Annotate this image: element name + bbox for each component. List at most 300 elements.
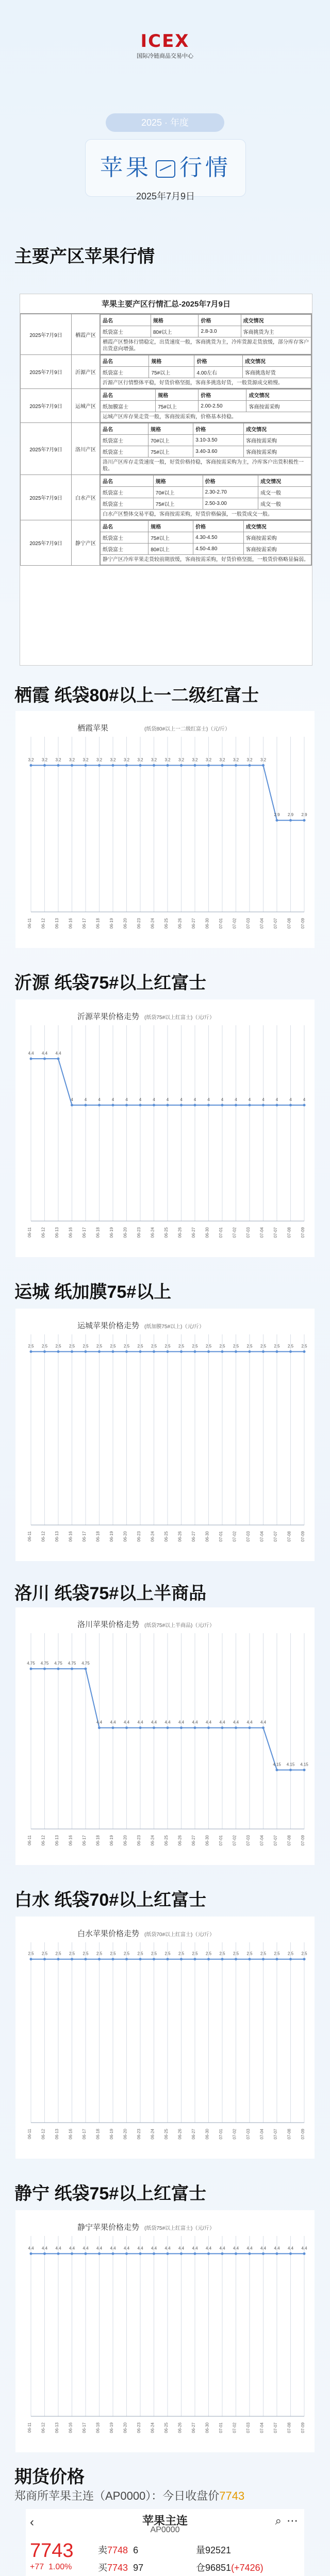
sub-cell: 纸袋富士 [101,487,154,498]
data-label: 2.9 [274,812,280,818]
x-tick-label: 06-16 [68,1835,73,1846]
chart-section-title-3: 运城 纸加膜75#以上 [14,1282,172,1302]
chart-section-title-2: 沂源 纸袋75#以上红富士 [14,973,207,993]
data-point [303,1958,306,1960]
data-point [85,1350,87,1353]
sub-cell: 70#以上 [153,487,203,498]
data-point [112,1350,114,1353]
x-tick-label: 07-02 [232,1835,237,1846]
sub-header-cell: 成交情况 [242,355,311,367]
table-row [21,389,312,423]
sub-cell: 3.10-3.50 [193,435,244,446]
x-tick-label: 06-17 [82,2129,87,2140]
data-point [262,1104,265,1107]
data-point [125,1726,128,1729]
search-icon[interactable]: ⌕ [275,2514,282,2527]
sub-header-cell: 价格 [199,315,241,326]
data-point [112,1958,114,1960]
x-tick-label: 06-23 [137,918,141,929]
data-label: 2.5 [192,1344,198,1349]
data-label: 2.5 [123,1344,130,1349]
x-tick-label: 06-16 [68,2422,73,2433]
data-label: 3.2 [192,757,198,762]
data-label: 2.5 [151,1344,157,1349]
table-row [21,520,312,566]
x-tick-label: 06-27 [191,1227,196,1238]
row-detail [100,423,312,475]
row-date: 2025年7月9日 [21,314,72,355]
sub-cell: 4.30-4.50 [193,532,244,544]
x-tick-label: 07-04 [259,918,265,929]
x-tick-label: 06-23 [137,2422,141,2433]
data-label: 2.5 [260,1344,267,1349]
data-label: 4.4 [151,1720,157,1725]
x-tick-label: 06-16 [68,1531,73,1542]
x-tick-label: 06-17 [82,1227,87,1238]
row-detail [100,314,312,355]
data-point [125,1350,128,1353]
chart-subtitle: (纸袋70#以上红富士)（元/斤） [144,1932,215,1938]
chart-svg-2 [15,999,315,1257]
app-change [30,2563,72,2572]
data-point [71,1958,73,1960]
data-point [125,2252,128,2255]
table-row [21,355,312,389]
data-label: 4.4 [41,2246,48,2251]
data-point [30,1958,32,1960]
row-note: 洛川产区库存走货速度一般，好货价格持稳，客商按需采购为主，冷库客户出货积极性一般。 [101,457,311,474]
data-label: 4.4 [246,1720,253,1725]
data-point [71,1104,73,1107]
data-point [276,1104,278,1107]
x-tick-label: 06-20 [123,918,128,929]
data-label: 4.4 [123,1720,130,1725]
data-point [98,1350,101,1353]
data-point [139,764,142,767]
data-point [98,1104,101,1107]
chart-title: 静宁苹果价格走势 [77,2223,140,2232]
data-label: 4.75 [81,1661,90,1666]
data-label: 4.75 [40,1661,49,1666]
x-tick-label: 07-03 [246,2422,251,2433]
data-label: 4.4 [192,1720,198,1725]
x-tick-label: 06-16 [68,2129,73,2140]
data-label: 4.4 [260,1720,267,1725]
x-tick-label: 07-04 [259,1531,265,1542]
data-point [289,1104,292,1107]
data-label: 4 [125,1097,128,1102]
data-label: 4 [289,1097,292,1102]
chart-title: 洛川苹果价格走势 [77,1620,140,1629]
data-point [153,1726,155,1729]
sub-cell: 客商按需采购 [246,401,311,412]
sub-cell: 75#以上 [156,401,199,412]
sub-cell: 客商按需采购 [244,435,311,446]
sub-header-cell: 价格 [199,389,246,401]
data-label: 4.4 [137,1720,143,1725]
data-label: 4.4 [96,2246,103,2251]
x-tick-label: 07-02 [232,918,237,929]
data-point [125,1958,128,1960]
data-point [71,1668,73,1670]
data-point [57,1668,60,1670]
sub-cell: 3.40-3.60 [193,446,244,457]
x-tick-label: 06-11 [27,1531,32,1541]
data-point [262,1958,265,1960]
chart-svg-4 [15,1607,315,1865]
data-point [289,1958,292,1960]
data-label: 4.4 [164,2246,171,2251]
app-volume [196,2543,231,2556]
data-label: 2.5 [28,1344,34,1349]
data-point [139,1104,142,1107]
app-contract-name: 苹果主连 [142,2514,188,2527]
data-label: 2.9 [301,812,307,818]
x-tick-label: 07-03 [246,1835,251,1846]
data-point [276,2252,278,2255]
buy-price: 7743 [107,2563,128,2573]
futures-app-screenshot [26,2509,304,2576]
row-note: 白水产区整体交易平稳，客商按需采购，好货价格偏强，一般货成交一般。 [101,510,311,520]
x-tick-label: 07-04 [259,1835,265,1846]
data-label: 2.5 [82,1951,89,1956]
data-label: 4.4 [233,2246,239,2251]
x-tick-label: 06-25 [164,1227,169,1238]
x-tick-label: 07-07 [273,1227,278,1238]
data-point [221,1350,224,1353]
data-label: 3.2 [219,757,225,762]
data-label: 4 [207,1097,210,1102]
data-point [57,764,60,767]
data-label: 3.2 [137,757,143,762]
data-point [276,1350,278,1353]
x-tick-label: 07-07 [273,1531,278,1542]
data-point [221,1726,224,1729]
x-tick-label: 06-17 [82,1835,87,1846]
row-place: 洛川产区 [72,423,100,475]
x-tick-label: 06-26 [177,2129,183,2140]
data-label: 4.4 [96,1720,103,1725]
data-point [43,1058,46,1060]
data-label: 4 [275,1097,278,1102]
data-point [262,2252,265,2255]
more-icon[interactable]: ⋯ [287,2514,298,2527]
data-label: 4.4 [205,1720,212,1725]
x-tick-label: 07-04 [259,2129,265,2140]
row-date: 2025年7月9日 [21,389,72,423]
x-tick-label: 06-20 [123,1227,128,1238]
data-label: 4 [262,1097,265,1102]
data-label: 4.4 [178,1720,185,1725]
x-tick-label: 06-19 [109,1531,114,1542]
chart-subtitle: (纸袋75#以上半商品)（元/斤） [144,1623,215,1629]
sub-cell: 70#以上 [148,435,193,446]
data-point [98,1958,101,1960]
data-point [30,1668,32,1670]
chart-card-3 [15,1309,315,1561]
x-tick-label: 06-24 [150,2422,155,2433]
x-tick-label: 06-13 [55,2422,59,2433]
data-label: 3.2 [41,757,48,762]
x-tick-label: 06-16 [68,1227,73,1238]
data-point [276,1769,278,1771]
data-label: 4.4 [301,2246,307,2251]
data-label: 2.5 [28,1951,34,1956]
data-label: 2.5 [301,1951,307,1956]
x-tick-label: 07-02 [232,1227,237,1238]
sub-cell: 纸袋富士 [101,367,149,378]
title-left: 苹果 [100,155,152,180]
sub-header-cell: 规格 [153,476,203,487]
chart-title: 运城苹果价格走势 [77,1321,140,1330]
x-tick-label: 07-01 [219,918,223,929]
data-point [85,2252,87,2255]
x-tick-label: 07-01 [219,1531,223,1542]
data-label: 2.5 [233,1951,239,1956]
data-point [43,1958,46,1960]
x-tick-label: 07-09 [301,1835,305,1846]
data-label: 4.4 [28,2246,34,2251]
page-title [86,149,245,182]
data-label: 4.4 [233,1720,239,1725]
row-note: 栖霞产区整体行情稳定，出货速度一般，客商挑货为主，冷库货源走货放缓，部分库存客户出货意向增强。 [101,337,311,354]
data-label: 4.75 [54,1661,62,1666]
chart-card-2 [15,999,315,1257]
data-point [139,1350,142,1353]
row-note: 静宁产区冷库苹果走货较前期放缓，客商按需采购，好货价格坚挺，一般货价格略显偏弱。 [101,555,311,565]
page-date: 2025年7月9日 [136,191,195,201]
x-tick-label: 06-25 [164,918,169,929]
page-header [0,0,330,206]
data-point [249,1726,251,1729]
table-body [20,314,312,566]
data-label: 4.4 [205,2246,212,2251]
x-tick-label: 06-30 [205,2129,210,2140]
data-label: 4.4 [260,2246,267,2251]
x-tick-label: 07-08 [287,918,292,929]
oi-change: (+7426) [231,2563,263,2573]
app-open-interest [196,2561,263,2574]
data-point [71,764,73,767]
row-date: 2025年7月9日 [21,423,72,475]
chart-title: 栖霞苹果 [77,724,109,733]
data-label: 4.15 [286,1762,295,1767]
sell-qty: 6 [133,2545,139,2555]
data-label: 3.2 [205,757,212,762]
data-point [71,2252,73,2255]
x-tick-label: 06-19 [109,2422,114,2433]
data-point [153,1350,155,1353]
x-tick-label: 06-19 [109,1227,114,1238]
data-label: 4.4 [246,2246,253,2251]
sub-cell: 75#以上 [149,367,194,378]
chart-card-6 [15,2210,315,2452]
data-point [180,1958,183,1960]
data-point [30,2252,32,2255]
data-label: 4.4 [41,1051,48,1056]
row-date: 2025年7月9日 [21,475,72,520]
x-tick-label: 07-07 [273,918,278,929]
data-label: 4.4 [55,2246,61,2251]
table-row [21,423,312,475]
x-tick-label: 06-25 [164,2422,169,2433]
sub-cell: 2.50-3.00 [203,498,258,510]
sub-header-cell: 成交情况 [244,423,311,435]
x-tick-label: 06-18 [95,2129,101,2140]
data-label: 3.2 [246,757,253,762]
x-tick-label: 06-24 [150,2129,155,2140]
data-label: 2.5 [55,1951,61,1956]
data-label: 2.5 [137,1344,143,1349]
data-label: 4 [248,1097,251,1102]
chart-svg-1 [15,711,315,948]
data-label: 2.5 [274,1951,280,1956]
data-point [98,1726,101,1729]
sub-header-cell: 品名 [101,476,154,487]
data-label: 3.2 [260,757,267,762]
data-label: 2.5 [205,1951,212,1956]
sub-header-cell: 成交情况 [243,521,311,532]
row-place: 静宁产区 [72,520,100,566]
data-point [303,1104,306,1107]
data-point [194,1104,196,1107]
data-point [289,1769,292,1771]
data-label: 4.4 [137,2246,143,2251]
x-tick-label: 06-25 [164,1531,169,1542]
data-label: 2.5 [260,1951,267,1956]
chart-card-5 [15,1917,315,2159]
sub-cell: 75#以上 [148,532,193,544]
data-label: 3.2 [164,757,171,762]
x-tick-label: 07-03 [246,2129,251,2140]
data-point [221,1104,224,1107]
x-tick-label: 06-23 [137,1835,141,1846]
chart-svg-3 [15,1309,315,1561]
futures-close-price: 7743 [219,2489,245,2502]
data-label: 2.5 [151,1951,157,1956]
data-point [276,819,278,822]
sub-header-cell: 价格 [203,476,258,487]
sub-cell: 纸袋富士 [101,532,148,544]
data-label: 2.5 [164,1344,171,1349]
data-label: 2.5 [178,1344,185,1349]
row-detail [100,389,312,423]
x-tick-label: 07-09 [301,2129,305,2140]
row-note: 运城产区库存果走货一般，客商按需采购，价格基本持稳。 [101,412,311,422]
data-label: 4.75 [68,1661,76,1666]
x-tick-label: 06-11 [27,1227,32,1238]
x-tick-label: 06-12 [41,1227,46,1238]
section-title-table: 主要产区苹果行情 [14,247,155,266]
data-label: 2.5 [55,1344,61,1349]
logo-mark: ICEX [140,31,190,52]
x-tick-label: 06-13 [55,1531,59,1542]
data-label: 4.4 [123,2246,130,2251]
data-point [71,1350,73,1353]
sub-header-cell: 品名 [101,389,156,401]
data-label: 2.9 [287,812,294,818]
data-label: 3.2 [151,757,157,762]
data-label: 3.2 [123,757,130,762]
data-point [139,2252,142,2255]
data-point [85,1104,87,1107]
sub-cell: 成交一般 [258,498,311,510]
data-label: 2.5 [96,1951,103,1956]
x-tick-label: 07-07 [273,2422,278,2433]
sub-cell: 客商按需采购 [243,544,311,555]
row-place: 白水产区 [72,475,100,520]
data-point [207,1958,210,1960]
x-tick-label: 06-20 [123,1835,128,1846]
data-point [207,1104,210,1107]
data-point [112,764,114,767]
sub-header-cell: 价格 [193,521,244,532]
data-label: 2.5 [41,1344,48,1349]
data-point [235,1958,237,1960]
data-label: 4 [139,1097,142,1102]
x-tick-label: 06-23 [137,1227,141,1238]
data-point [85,764,87,767]
data-point [139,1726,142,1729]
row-note: 沂源产区行情整体平稳，好货价格坚挺，客商多挑选好货，一般货源成交稍慢。 [101,378,311,388]
data-label: 3.2 [233,757,239,762]
data-label: 4 [98,1097,101,1102]
row-detail [100,520,312,566]
row-place: 运城产区 [72,389,100,423]
x-tick-label: 07-09 [301,1227,305,1238]
data-label: 4.75 [27,1661,35,1666]
sub-header-cell: 成交情况 [241,315,311,326]
data-point [235,1104,237,1107]
data-point [139,1958,142,1960]
x-tick-label: 06-26 [177,918,183,929]
x-tick-label: 06-26 [177,1531,183,1542]
back-icon[interactable]: ‹ [30,2515,34,2529]
data-point [235,764,237,767]
sub-header-cell: 品名 [101,355,149,367]
sub-cell: 纸袋富士 [101,326,151,337]
data-point [167,764,169,767]
data-point [235,2252,237,2255]
data-label: 2.5 [287,1344,294,1349]
data-label: 4.4 [55,1051,61,1056]
chart-section-title-4: 洛川 纸袋75#以上半商品 [14,1584,207,1603]
x-tick-label: 06-24 [150,918,155,929]
chart-section-title-6: 静宁 纸袋75#以上红富士 [14,2184,207,2204]
x-tick-label: 06-12 [41,918,46,929]
data-point [207,2252,210,2255]
x-tick-label: 06-25 [164,1835,169,1846]
data-label: 2.5 [137,1951,143,1956]
sub-cell: 纸袋富士 [101,498,154,510]
title-right: 行情 [179,155,231,180]
data-label: 4.4 [274,2246,280,2251]
data-point [57,1350,60,1353]
x-tick-label: 07-02 [232,2422,237,2433]
data-point [85,1958,87,1960]
data-label: 3.2 [55,757,61,762]
data-label: 2.5 [123,1951,130,1956]
sub-cell: 4.00左右 [194,367,242,378]
data-label: 2.5 [233,1344,239,1349]
x-tick-label: 07-09 [301,2422,305,2433]
chart-svg-5 [15,1917,315,2159]
sub-header-cell: 成交情况 [258,476,311,487]
x-tick-label: 06-25 [164,2129,169,2140]
x-tick-label: 06-13 [55,2129,59,2140]
x-tick-label: 06-18 [95,1835,101,1846]
chart-subtitle: (纸袋80#以上一二级红富士)（元/斤） [144,726,230,732]
